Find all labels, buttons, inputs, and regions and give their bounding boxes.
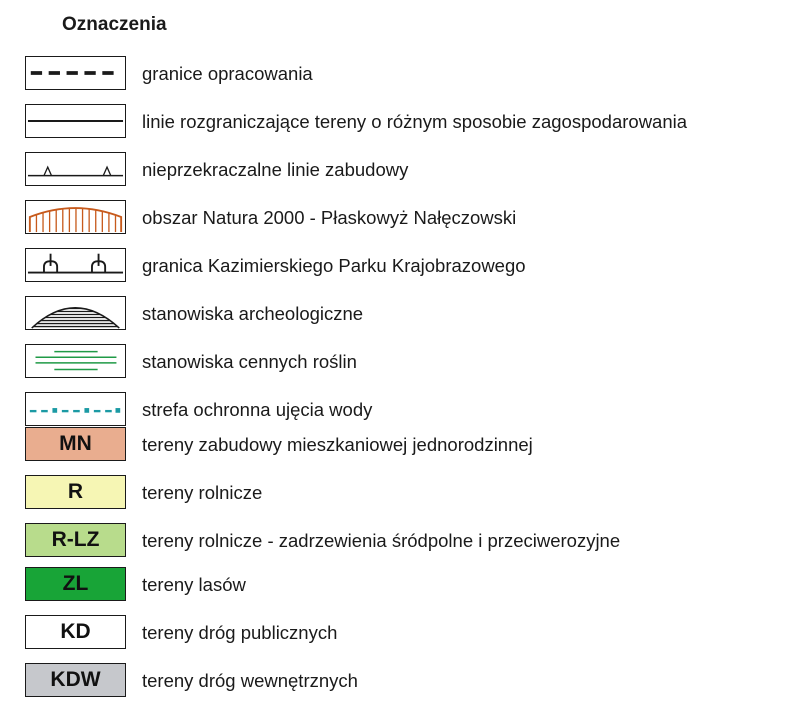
legend-item-label: tereny dróg wewnętrznych — [142, 670, 358, 691]
legend-item-label: linie rozgraniczające tereny o różnym sposobie zagospodarowania — [142, 111, 688, 132]
zone-code-swatch: ZL — [25, 567, 126, 601]
zone-code-swatch: KD — [25, 615, 126, 649]
legend-item-valuable-plants — [0, 344, 789, 380]
legend-item-label: tereny dróg publicznych — [142, 622, 338, 643]
natura-2000-hatch-symbol — [25, 200, 126, 234]
water-protection-zone-symbol — [25, 392, 126, 426]
legend-item-park-boundary — [0, 248, 789, 284]
legend-item-archaeological-sites — [0, 296, 789, 332]
legend-item-kdw — [0, 663, 789, 699]
zone-code-swatch: R-LZ — [25, 523, 126, 557]
zone-code-swatch: KDW — [25, 663, 126, 697]
valuable-plants-symbol — [25, 344, 126, 378]
zone-code-swatch: MN — [25, 427, 126, 461]
legend-item-label: granice opracowania — [142, 63, 313, 84]
legend-item-demarcation-lines — [0, 104, 789, 140]
legend-item-label: stanowiska cennych roślin — [142, 351, 357, 372]
legend-item-label: stanowiska archeologiczne — [142, 303, 364, 324]
legend-item-label: tereny zabudowy mieszkaniowej jednorodzinnej — [142, 434, 533, 455]
legend-item-label: tereny rolnicze — [142, 482, 263, 503]
legend-item-r — [0, 475, 789, 511]
legend-item-label: nieprzekraczalne linie zabudowy — [142, 159, 409, 180]
park-boundary-symbol — [25, 248, 126, 282]
legend-title: Oznaczenia — [62, 14, 167, 35]
legend-item-kd — [0, 615, 789, 651]
dashed-line-symbol — [25, 56, 126, 90]
legend-item-label: granica Kazimierskiego Parku Krajobrazowego — [142, 255, 526, 276]
zone-code-swatch: R — [25, 475, 126, 509]
archaeological-site-symbol — [25, 296, 126, 330]
building-line-symbol — [25, 152, 126, 186]
legend-item-label: obszar Natura 2000 - Płaskowyż Nałęczowski — [142, 207, 517, 228]
legend-item-zl — [0, 567, 789, 603]
legend-item-mn — [0, 427, 789, 463]
legend-item-boundary-of-study — [0, 56, 789, 92]
legend-item-water-protection-zone — [0, 392, 789, 428]
legend-item-r-lz — [0, 523, 789, 559]
legend-item-label: tereny lasów — [142, 574, 246, 595]
legend-item-label: strefa ochronna ujęcia wody — [142, 399, 373, 420]
legend-item-building-line — [0, 152, 789, 188]
legend-item-natura-2000 — [0, 200, 789, 236]
legend-item-label: tereny rolnicze - zadrzewienia śródpolne i przeciwerozyjne — [142, 530, 621, 551]
solid-line-symbol — [25, 104, 126, 138]
